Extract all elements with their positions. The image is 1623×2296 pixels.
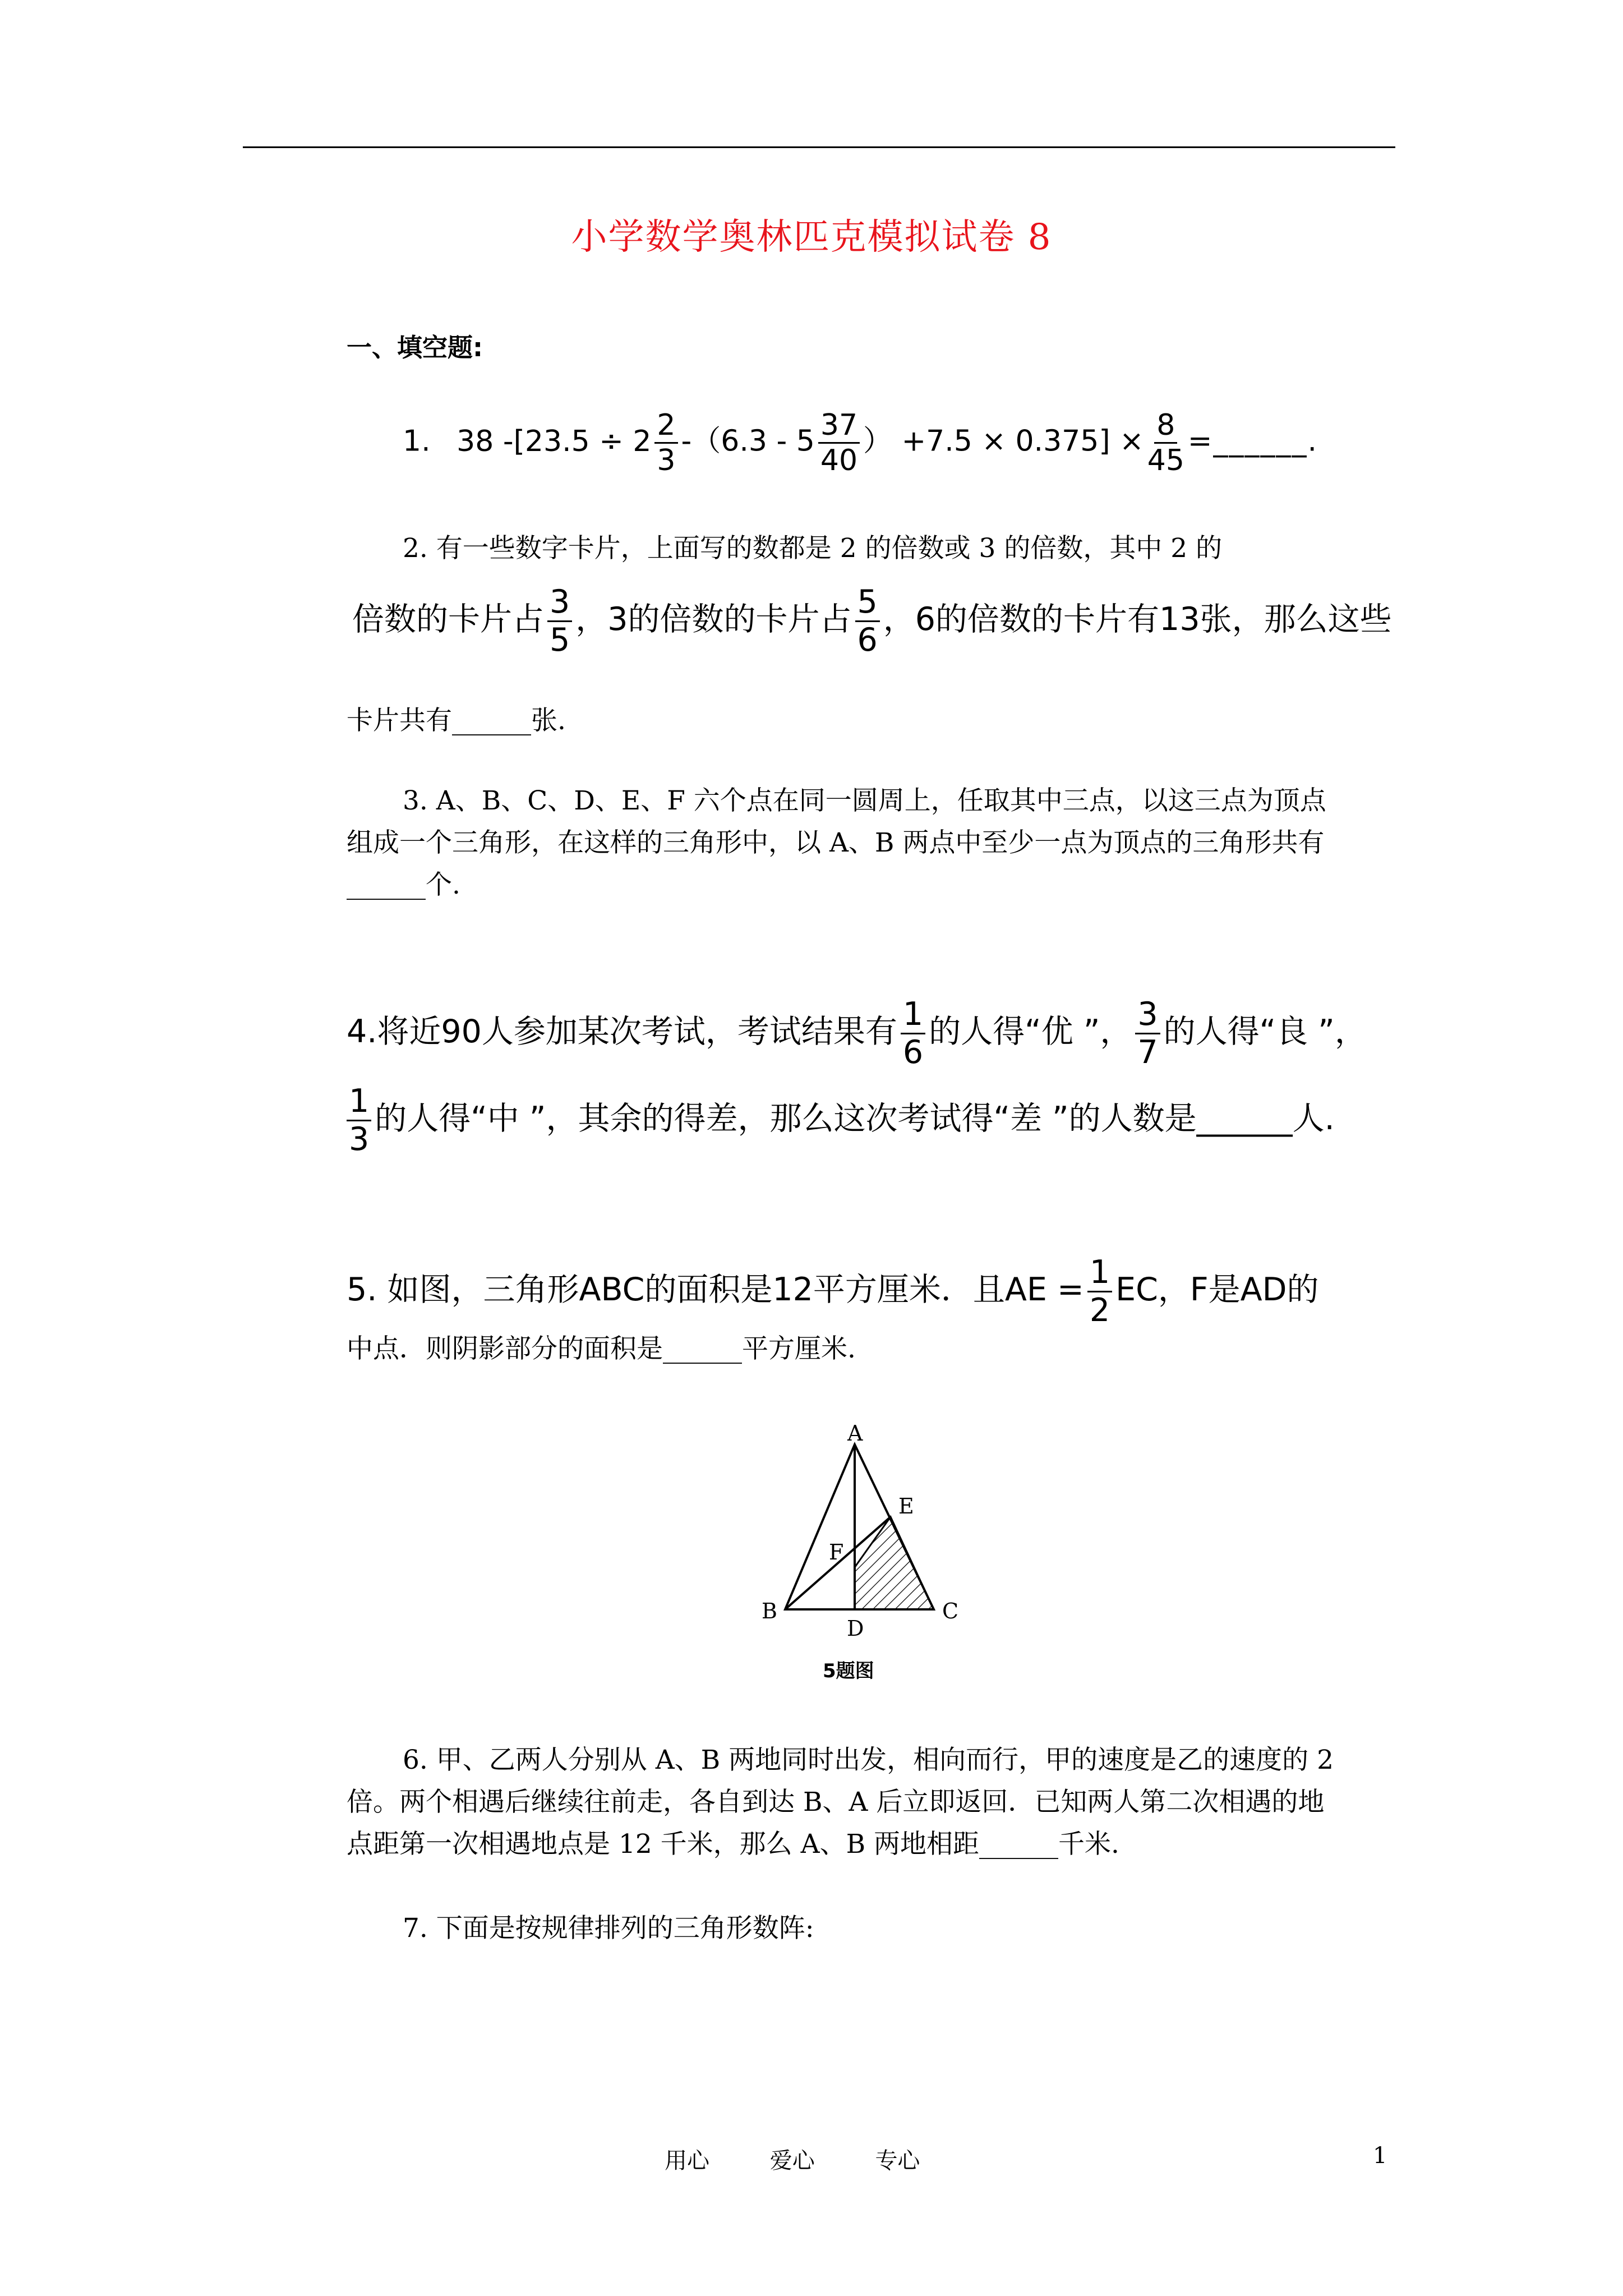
label-b: B [762, 1599, 777, 1623]
q5-fraction-num: 1 [1087, 1257, 1112, 1292]
q4-part-a: 4.将近90人参加某次考试，考试结果有 [347, 1013, 897, 1051]
q2-fraction-2-den: 6 [857, 622, 878, 659]
q5-triangle-figure [746, 1425, 981, 1688]
page-footer [665, 2143, 973, 2175]
q2-line-3: 卡片共有______张. [347, 705, 566, 736]
q1-fraction-2-den: 40 [820, 444, 858, 477]
label-a: A [847, 1425, 863, 1446]
q2-fraction-1-num: 3 [547, 586, 572, 622]
q2-fraction-1 [547, 583, 572, 659]
q6-line-1: 6. 甲、乙两人分别从 A、B 两地同时出发，相向而行，甲的速度是乙的速度的 2 [403, 1745, 1334, 1775]
page-number: 1 [1373, 2143, 1387, 2169]
q1-fraction-3-den: 45 [1147, 444, 1184, 477]
q4-part-c: 的人得“良 ”， [1163, 1013, 1367, 1051]
q6-line-3: 点距第一次相遇地点是 12 千米，那么 A、B 两地相距______千米. [347, 1829, 1119, 1860]
q4-fraction-3-den: 3 [349, 1121, 370, 1158]
footer-word-3: 专心 [875, 2148, 920, 2174]
footer-word-1: 用心 [665, 2148, 709, 2174]
figure-caption: 5题图 [823, 1660, 874, 1682]
q4-fraction-1 [901, 996, 925, 1071]
q7-line-1: 7. 下面是按规律排列的三角形数阵: [403, 1913, 814, 1944]
footer-word-2: 爱心 [769, 2148, 815, 2174]
q4-fraction-3-num: 1 [347, 1085, 371, 1121]
q4-fraction-2-den: 7 [1137, 1034, 1158, 1071]
q5-line-2: 中点．则阴影部分的面积是______平方厘米. [347, 1333, 856, 1364]
label-f: F [829, 1540, 844, 1565]
label-d: D [847, 1616, 864, 1641]
q1-part-a: 38 -[23.5 ÷ 2 [457, 424, 652, 458]
q3-line-1: 3. A、B、C、D、E、F 六个点在同一圆周上，任取其中三点，以这三点为顶点 [403, 785, 1326, 816]
q4-line-2 [347, 1085, 1335, 1156]
q5-part-b: EC，F是AD的 [1115, 1271, 1319, 1309]
q5-line-1 [347, 1254, 1319, 1329]
q1-fraction-1 [654, 408, 677, 477]
q2-line-2 [352, 583, 1392, 659]
q1-fraction-3-num: 8 [1154, 411, 1177, 444]
q2-fraction-2-num: 5 [855, 586, 880, 622]
label-e: E [898, 1494, 914, 1519]
q4-part-b: 的人得“优 ”， [929, 1013, 1132, 1051]
q2-part-c: ，6的倍数的卡片有13张，那么这些 [883, 601, 1392, 638]
q1-fraction-1-num: 2 [654, 411, 677, 444]
q4-fraction-2-num: 3 [1135, 999, 1160, 1034]
label-c: C [942, 1599, 959, 1623]
q4-fraction-2 [1135, 996, 1160, 1071]
page-title: 小学数学奥林匹克模拟试卷 8 [571, 217, 1052, 258]
q2-fraction-1-den: 5 [550, 622, 570, 659]
q1-number: 1. [403, 424, 431, 458]
q3-line-2: 组成一个三角形，在这样的三角形中，以 A、B 两点中至少一点为顶点的三角形共有 [347, 827, 1325, 858]
question-1 [403, 408, 1318, 477]
q5-fraction-den: 2 [1089, 1292, 1110, 1329]
q1-fraction-3 [1147, 408, 1184, 477]
q1-fraction-1-den: 3 [657, 444, 676, 477]
q5-part-a: 5. 如图，三角形ABC的面积是12平方厘米．且AE = [347, 1271, 1084, 1309]
q1-part-b: -（6.3 - 5 [681, 424, 815, 458]
q1-part-c: ） +7.5 × 0.375] × [863, 424, 1144, 458]
section-heading: 一、填空题: [347, 333, 483, 362]
q1-answer-blank: =______. [1187, 424, 1318, 458]
q1-fraction-2 [818, 408, 860, 477]
q2-line-1: 2. 有一些数字卡片，上面写的数都是 2 的倍数或 3 的倍数，其中 2 的 [403, 533, 1223, 564]
q2-part-b: ，3的倍数的卡片占 [575, 601, 852, 638]
q2-part-a: 倍数的卡片占 [352, 601, 544, 638]
q4-line-1 [347, 996, 1367, 1071]
q4-part-d: 的人得“中 ”，其余的得差，那么这次考试得“差 ”的人数是______人. [375, 1100, 1335, 1138]
q5-fraction [1087, 1254, 1112, 1329]
q4-fraction-3 [347, 1085, 371, 1156]
q4-fraction-1-num: 1 [901, 999, 925, 1034]
q1-fraction-2-num: 37 [818, 411, 860, 444]
shaded-region [855, 1517, 934, 1609]
q3-line-3: ______个. [347, 869, 460, 900]
q6-line-2: 倍。两个相遇后继续往前走，各自到达 B、A 后立即返回．已知两人第二次相遇的地 [347, 1787, 1325, 1818]
q2-fraction-2 [855, 583, 880, 659]
header-rule [243, 146, 1395, 148]
q4-fraction-1-den: 6 [902, 1034, 924, 1071]
